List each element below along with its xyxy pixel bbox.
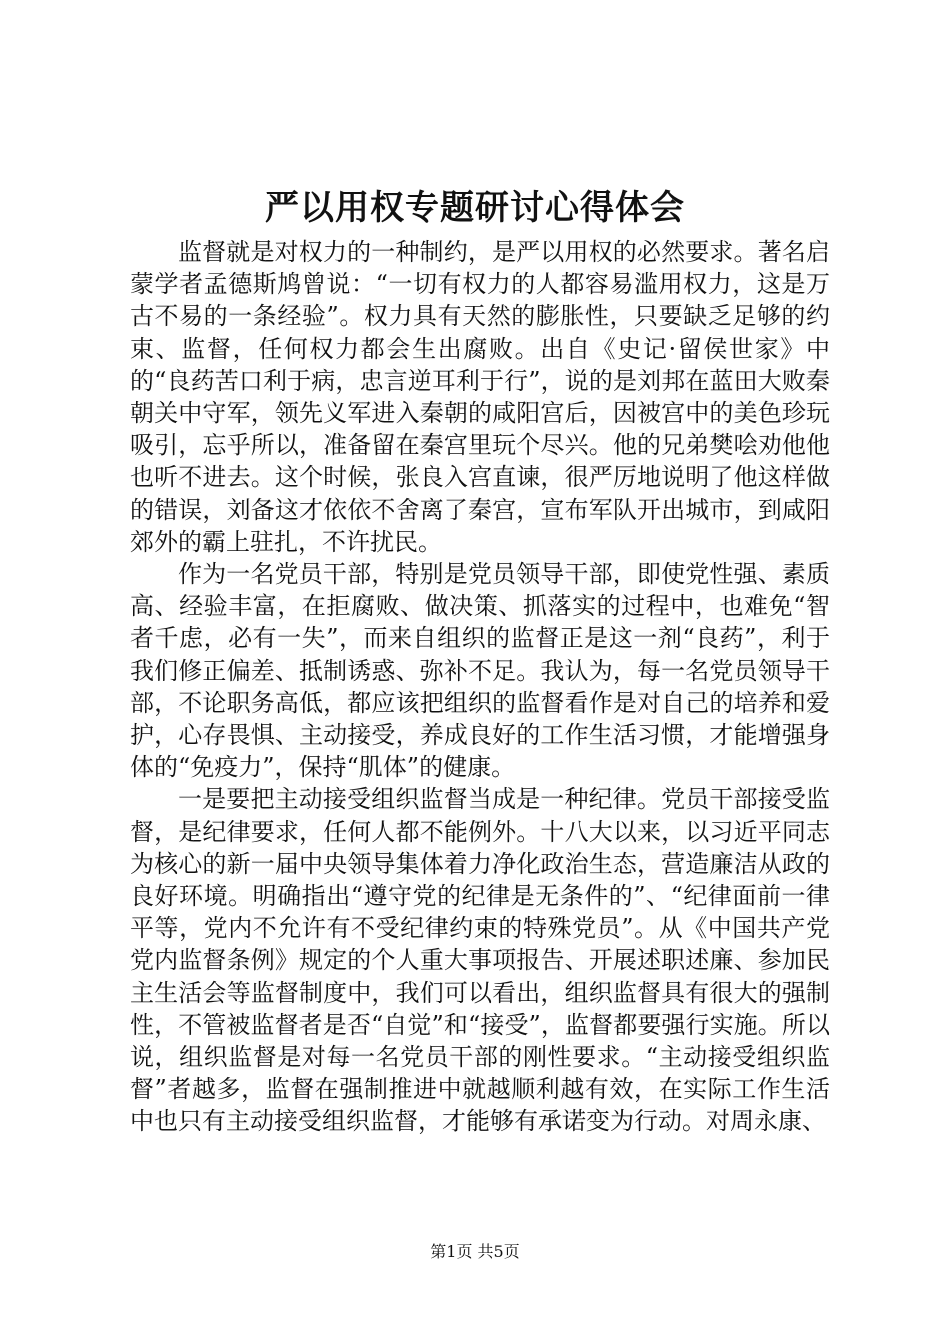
paragraph-3: 一是要把主动接受组织监督当成是一种纪律。党员干部接受监督，是纪律要求，任何人都不能例外。十八大以来，以习近平同志为核心的新一届中央领导集体着力净化政治生态，营造廉洁从政的良好环境。明确指出“遵守党的纪律是无条件的”、“纪律面前一律平等，党内不允许有不受纪律约束的特殊党员”。从《中国共产党党内监督条例》规定的个人重大事项报告、开展述职述廉、参加民主生活会等监督制度中，我们可以看出，组织监督具有很大的强制性，不管被监督者是否“自觉”和“接受”，监督都要强行实施。所以说，组织监督是对每一名党员干部的刚性要求。“主动接受组织监督”者越多，监督在强制推进中就越顺利越有效，在实际工作生活中也只有主动接受组织监督，才能够有承诺变为行动。对周永康、 (130, 785, 830, 1136)
document-title: 严以用权专题研讨心得体会 (265, 188, 685, 228)
document-body (130, 236, 830, 1138)
paragraph-1: 监督就是对权力的一种制约，是严以用权的必然要求。著名启蒙学者孟德斯鸠曾说：“一切有权力的人都容易滥用权力，这是万古不易的一条经验”。权力具有天然的膨胀性，只要缺乏足够的约束、监督，任何权力都会生出腐败。出自《史记·留侯世家》中的“良药苦口利于病，忠言逆耳利于行”，说的是刘邦在蓝田大败秦朝关中守军，领先义军进入秦朝的咸阳宫后，因被宫中的美色珍玩吸引，忘乎所以，准备留在秦宫里玩个尽兴。他的兄弟樊哙劝他他也听不进去。这个时候，张良入宫直谏，很严厉地说明了他这样做的错误，刘备这才依依不舍离了秦宫，宣布军队开出城市，到咸阳郊外的霸上驻扎，不许扰民。 (130, 238, 830, 556)
page-number-footer: 第1页 共5页 (430, 1242, 520, 1261)
paragraph-2: 作为一名党员干部，特别是党员领导干部，即使党性强、素质高、经验丰富，在拒腐败、做决策、抓落实的过程中，也难免“智者千虑，必有一失”，而来自组织的监督正是这一剂“良药”，利于我们修正偏差、抵制诱惑、弥补不足。我认为，每一名党员领导干部，不论职务高低，都应该把组织的监督看作是对自己的培养和爱护，心存畏惧、主动接受，养成良好的工作生活习惯，才能增强身体的“免疫力”，保持“肌体”的健康。 (130, 560, 830, 782)
